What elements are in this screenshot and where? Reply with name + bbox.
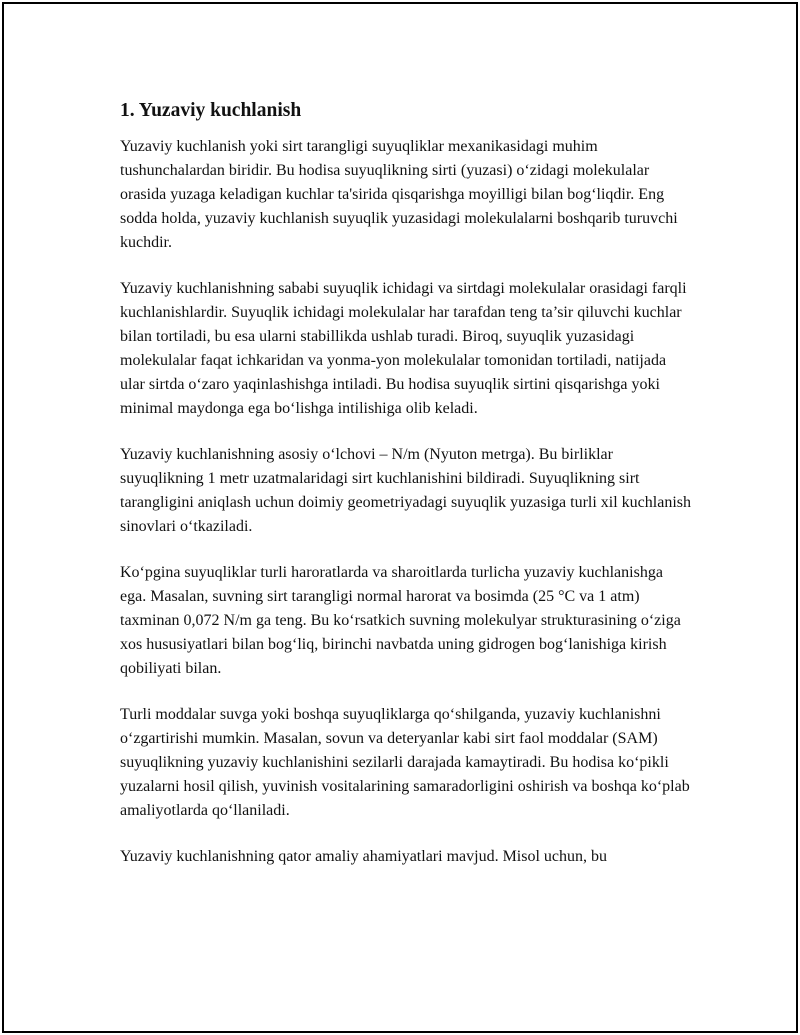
document-page — [2, 2, 798, 1033]
paragraph-2: Yuzaviy kuchlanishning sababi suyuqlik ichidagi va sirtdagi molekulalar orasidagi farqli kuchlanishlardir. Suyuqlik ichidagi molekulalar har tarafdan teng ta’sir qiluvchi kuchlar bilan tortiladi, bu esa ularni stabillikda ushlab turadi. Biroq, suyuqlik yuzasidagi molekulalar faqat ichkaridan va yonma-yon molekulalar tomonidan tortiladi, natijada ular sirtda o‘zaro yaqinlashishga intiladi. Bu hodisa suyuqlik sirtini qisqarishga yoki minimal maydonga ega bo‘lishga intilishiga olib keladi. — [120, 280, 687, 417]
paragraph-4: Ko‘pgina suyuqliklar turli haroratlarda va sharoitlarda turlicha yuzaviy kuchlanishga ega. Masalan, suvning sirt tarangligi normal harorat va bosimda (25 °C va 1 atm) taxminan 0,072 N/m ga teng. Bu ko‘rsatkich suvning molekulyar strukturasining o‘ziga xos hususiyatlari bilan bog‘liq, birinchi navbatda uning gidrogen bog‘lanishiga kirish qobiliyati bilan. — [120, 564, 681, 677]
paragraph-5: Turli moddalar suvga yoki boshqa suyuqliklarga qo‘shilganda, yuzaviy kuchlanishni o‘zgartirishi mumkin. Masalan, sovun va deteryanlar kabi sirt faol moddalar (SAM) suyuqlikning yuzaviy kuchlanishini sezilarli darajada kamaytiradi. Bu hodisa ko‘pikli yuzalarni hosil qilish, yuvinish vositalarining samaradorligini oshirish va boshqa ko‘plab amaliyotlarda qo‘llaniladi. — [120, 706, 690, 819]
document-body — [120, 97, 692, 891]
section-heading: 1. Yuzaviy kuchlanish — [120, 100, 302, 121]
paragraph-3: Yuzaviy kuchlanishning asosiy o‘lchovi – N/m (Nyuton metrga). Bu birliklar suyuqlikning 1 metr uzatmalaridagi sirt kuchlanishini bildiradi. Suyuqlikning sirt tarangligini aniqlash uchun doimiy geometriyadagi suyuqlik yuzasiga turli xil kuchlanish sinovlari o‘tkaziladi. — [120, 446, 691, 535]
paragraph-1: Yuzaviy kuchlanish yoki sirt tarangligi suyuqliklar mexanikasidagi muhim tushunchalardan biridir. Bu hodisa suyuqlikning sirti (yuzasi) o‘zidagi molekulalar orasida yuzaga keladigan kuchlar ta'sirida qisqarishga moyilligi bilan bog‘liqdir. Eng sodda holda, yuzaviy kuchlanish suyuqlik yuzasidagi molekulalarni boshqarib turuvchi kuchdir. — [120, 138, 678, 251]
paragraph-6: Yuzaviy kuchlanishning qator amaliy ahamiyatlari mavjud. Misol uchun, bu — [120, 848, 608, 865]
